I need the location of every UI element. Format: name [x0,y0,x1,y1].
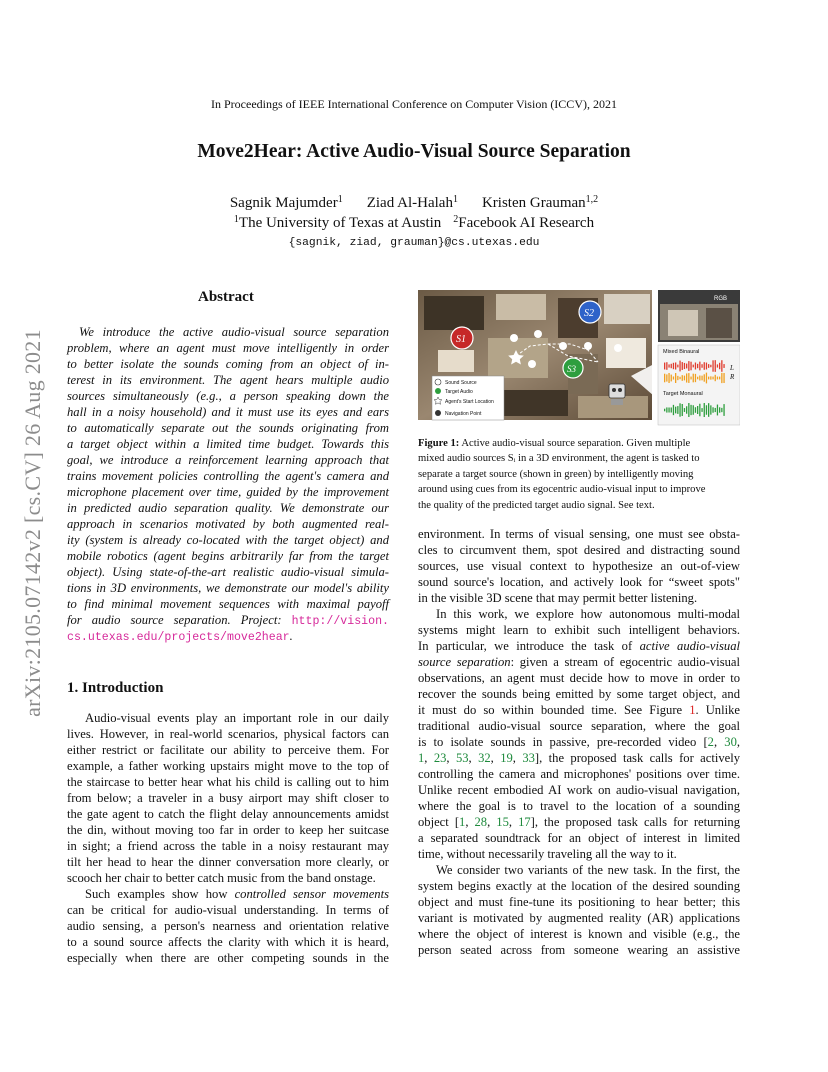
abstract-line: trains movement policies controlling the agent's camera and [67,469,389,483]
waveform-bar [679,377,680,379]
figure-legend [432,376,504,420]
waveform-bar [721,408,722,412]
waveform-bar [697,377,698,380]
waveform-bar [677,365,678,368]
author-text: Sagnik Majumder [229,195,338,211]
abstract-line: mobile robotics (agent begins arbitrarily far from the target [67,549,389,563]
emphasis-text: active audio-visual [639,639,741,653]
body-line: object and must fine-tune its positioning to hear better; this [418,895,740,909]
waveform-bar [671,407,672,412]
waveform-bar [717,364,718,367]
robot-agent-icon [609,384,625,405]
caption-text: Active audio-visual source separation. Given multiple [461,438,691,449]
waveform-bar [701,408,702,412]
waveform-bar [710,405,711,414]
abstract-line: to find minimal movement sequences with maximal payoff [67,597,389,611]
abstract-line: hall in a noisy household) and it must use its eyes and ears [67,405,389,419]
waveform-bar [699,404,700,417]
waveform-bar [688,403,689,417]
abstract-line: sources simultaneously (e.g., a person speaking down the [67,389,389,403]
caption-line [418,498,740,513]
nav-point-icon [584,342,592,350]
nav-point-icon [614,344,622,352]
intro-line: Audio-visual events play an important role in our daily [85,711,389,725]
intro-line: from below; a traveler in a busy airport may shift closer to [67,791,389,805]
intro-body [67,710,389,966]
body-line: time, without necessarily traveling all the way to it. [418,847,677,861]
waveform-bar [690,377,691,380]
waveform-bar [719,407,720,412]
waveform-bar [701,376,702,381]
author-email: {sagnik, ziad, grauman}@cs.utexas.edu [288,237,540,249]
legend-start-location: Agent's Start Location [445,399,494,405]
legend-sound-source: Sound Source [445,380,477,386]
intro-line [67,886,389,902]
target-monaural-label: Target Monaural [663,391,703,397]
waveform-bar [706,373,707,384]
body-line: In particular, we introduce the task of active audio-visual [418,639,741,653]
waveform-bar [695,374,696,382]
right-channel-label: R [730,373,735,381]
paper-title: Move2Hear: Active Audio-Visual Source Separation [197,141,631,162]
affiliation-sup: 2 [453,214,459,225]
waveform-bar [686,373,687,382]
citation-link[interactable]: 30 [724,735,737,749]
waveform-bar [717,405,718,416]
intro-line: lives. However, in real-world scenarios, physical factors can [67,727,389,741]
affiliation-name: Facebook AI Research [458,215,595,231]
intro-line: the staircase to better hear what his child is calling out to him [67,775,389,789]
waveform-bar [710,365,711,368]
author-name [367,195,458,211]
waveform-bar [712,407,713,412]
body-line: Unlike recent embodied AI work on audio-visual navigation, [418,783,740,797]
emphasis-text: source separation [418,655,511,669]
body-line: in the visible 3D scene that may permit better listening. [418,591,698,605]
waveform-bar [684,363,685,369]
figure-ref-link[interactable]: 1 [689,703,696,717]
waveform-bar [695,363,696,370]
waveform-bar [712,377,713,380]
nav-point-icon [528,360,536,368]
abstract-line: approach in scenarios motivated by both augmented real- [67,517,389,531]
intro-line: scooch her chair to better catch music from the band onstage. [67,871,376,885]
caption-text: separate a target source (shown in green) by intelligently moving [418,468,694,480]
intro-line: especially when there are other competing sounds in the [67,951,389,965]
abstract-line [67,628,389,644]
waveform-bar [671,364,672,368]
waveform-bar [708,364,709,368]
waveform-bar [684,408,685,412]
body-line: sound source's location, and actively look for “sweet spots" [418,575,740,589]
right-column-body [418,526,740,958]
sound-source-s2 [579,301,601,323]
waveform-bar [688,373,689,383]
target-audio-legend-icon [435,388,441,394]
affiliations [0,215,828,232]
affiliation-sup: 1 [233,214,239,225]
body-line: a separated soundtrack for an object of interest in limited [418,831,740,845]
waveform-bar [677,376,678,380]
s1-label: S1 [456,334,466,345]
abstract-body [67,324,389,644]
affiliation-name: The University of Texas at Austin [238,215,442,231]
s3-label: S3 [567,364,576,374]
navigation-point-legend-icon [435,410,441,416]
body-line: cles to circumvent them, spot desired and distracting sound [418,543,740,557]
legend-target-audio: Target Audio [445,389,473,395]
body-line: object [1, 28, 15, 17], the proposed task calls for returning [418,815,740,829]
waveform-bar [706,405,707,415]
citation-link[interactable]: 33 [522,751,535,765]
waveform-bar [668,407,669,412]
project-link[interactable]: http://vision. [291,615,389,628]
abstract-line: microphone placement over time, guided by the improvement [67,485,389,499]
waveform-bar [717,377,718,380]
sound-source-s1 [451,327,473,349]
s2-label: S2 [584,308,594,319]
waveform-bar [708,377,709,380]
abstract-line: to better isolate the sounds coming from an object of in- [67,357,389,371]
citation-link[interactable]: 15 [496,815,509,829]
arxiv-stamp: arXiv:2105.07142v2 [cs.CV] 26 Aug 2021 [20,328,46,717]
citation-link[interactable]: 53 [455,751,469,765]
abstract-line: goal, we introduce a reinforcement learning approach that [67,453,389,467]
abstract-line [67,612,389,628]
citation-link[interactable]: 2 [707,735,714,749]
citation-link[interactable]: 28 [474,815,488,829]
waveform-bar [686,364,687,369]
intro-line: example, a father working upstairs might move to the top of [67,759,389,773]
audio-panel [658,345,740,425]
intro-line: tilt her head to hear the dinner conversation more clearly, or [67,855,389,869]
waveform-bar [675,373,676,383]
body-line: where the object of interest is known and visible (e.g., the [418,927,740,941]
author-text: Ziad Al-Halah [366,195,453,211]
waveform-bar [682,362,683,370]
waveform-bar [693,405,694,414]
waveform-bar [693,374,694,383]
body-line: where the goal is to travel to the location of a sounding [418,799,740,813]
waveform-bar [664,409,665,412]
citation-link[interactable]: 17 [518,815,531,829]
body-line: We consider two variants of the new task. In the first, the [436,863,740,877]
intro-line: in sight; a friend across the table in a noisy restaurant may [67,839,389,853]
abstract-heading: Abstract [198,289,254,305]
waveform-bar [675,362,676,369]
abstract-line: to automatically separate out the sounds originating from [67,421,389,435]
abstract-text: for audio source separation. Project: [67,613,282,627]
citation-link[interactable]: 1 [459,815,466,829]
waveform-bar [666,407,667,412]
waveform-bar [708,403,709,417]
waveform-bar [673,405,674,415]
waveform-bar [688,361,689,371]
waveform-bar [719,377,720,380]
intro-line: the gate agent to catch the flight delay announcements amidst [67,807,389,821]
waveform-bar [719,363,720,369]
waveform-bar [704,403,705,417]
waveform-bar [712,360,713,371]
waveform-bar [690,362,691,371]
project-link[interactable]: cs.utexas.edu/projects/move2hear [67,631,290,644]
caption-text: around using cues from its egocentric audio-visual input to improve [418,484,706,496]
body-line: system begins exactly at the location of the desired sounding [418,879,740,893]
intro-line: to a sound source affects the clarity with which it is heard, [67,935,389,949]
waveform-bar [721,360,722,372]
waveform-bar [677,406,678,414]
caption-line [418,467,740,482]
waveform-bar [664,374,665,383]
waveform-bar [675,407,676,414]
caption-line [418,451,740,466]
waveform-bar [673,363,674,369]
legend-navigation-point: Navigation Point [445,411,482,417]
waveform-bar [697,406,698,414]
waveform-bar [701,364,702,368]
waveform-bar [721,373,722,383]
waveform-bar [706,363,707,370]
waveform-bar [668,364,669,367]
citation-link[interactable]: 1 [418,751,425,765]
sound-source-legend-icon [435,379,441,385]
intro-line: can be critical for audio-visual understanding. In terms of [67,903,389,917]
caption-line [418,482,740,497]
abstract-line: problem, where an agent must move intelligently in order [67,341,389,355]
body-line: it must do so within bounded time. See Figure 1. Unlike [418,703,740,717]
rgb-label: RGB [714,296,728,302]
figure-1 [418,290,740,427]
waveform-bar [682,404,683,416]
citation-link[interactable]: 19 [500,751,513,765]
waveform-bar [664,363,665,370]
author-text: Kristen Grauman [481,195,586,211]
body-line: environment. In terms of visual sensing, one must see obsta- [418,527,740,541]
left-channel-label: L [730,364,734,372]
abstract-line: object). Using state-of-the-art realistic audio-visual simula- [67,565,389,579]
waveform-bar [699,362,700,371]
caption-text: the quality of the predicted target audio signal. See text. [418,499,655,511]
waveform-bar [715,375,716,381]
author-affil-sup: 1 [337,194,343,205]
body-line: is to isolate sounds in passive, pre-recorded video [2, 30, [418,735,741,749]
rgb-panel [658,290,740,342]
abstract-text: . [289,629,293,643]
body-line: observations, an agent must decide how to move in order to [418,671,740,685]
waveform-bar [715,360,716,372]
waveform-bar [673,376,674,379]
waveform-bar [704,362,705,370]
waveform-bar [671,375,672,382]
waveform-bar [715,408,716,412]
intro-line: the din, without moving too far in order to keep her suitcase [67,823,389,837]
abstract-line: We introduce the active audio-visual source separation [79,325,389,339]
mixed-binaural-label: Mixed Binaural [663,349,700,355]
body-line: systems might learn to exhibit such intelligent behaviors. [418,623,740,637]
figure-label: Figure 1: [418,438,460,449]
waveform-bar [686,406,687,413]
intro-emphasis: controlled sensor movements [234,887,389,901]
body-line: recover the sounds being emitted by some target object, and [418,687,740,701]
sound-source-s3 [563,358,583,378]
abstract-line: terest in its environment. The agent hears multiple audio [67,373,389,387]
citation-link[interactable]: 32 [478,751,491,765]
waveform-bar [695,407,696,413]
body-line: 1, 23, 53, 32, 19, 33], the proposed task calls for actively [418,751,741,765]
waveform-bar [690,405,691,415]
affiliation [234,215,441,231]
intro-line: audio sensing, a person's nearness and orientation relative [67,919,389,933]
waveform-bar [666,374,667,381]
author-name [482,195,598,211]
body-line: controlling the camera and microphones' positions over time. [418,767,740,781]
waveform-bar [697,364,698,368]
author-affil-sup: 1 [452,194,458,205]
caption-line [418,436,740,451]
body-line: source separation: given a stream of egocentric audio-visual [418,655,741,669]
waveform-bar [699,376,700,381]
body-line: sources, use visual context to hypothesize an out-of-view [418,559,740,573]
waveform-bar [693,365,694,368]
nav-point-icon [559,342,567,350]
waveform-bar [704,374,705,381]
waveform-bar [666,362,667,370]
abstract-line: ity (system is already co-located with the target object) and [67,533,389,547]
waveform-bar [679,361,680,372]
affiliation [453,215,594,231]
intro-text: Such examples show how [85,887,228,901]
intro-heading: 1. Introduction [67,680,164,696]
citation-link[interactable]: 23 [433,751,447,765]
author-affil-sup: 1,2 [585,194,599,205]
intro-line: either restrict or facilitate our ability to perceive them. For [67,743,389,757]
author-list [0,195,828,212]
nav-point-icon [534,330,542,338]
waveform-bar [723,364,724,368]
body-line: person seated across from someone wearing an assistive [418,943,740,957]
author-name [230,195,343,211]
waveform-bar [723,373,724,383]
waveform-bar [682,375,683,381]
abstract-line: in predicted audio separation quality. We demonstrate our [67,501,389,515]
waveform-bar [679,403,680,416]
body-line: traditional audio-visual source separation, where the goal [418,719,740,733]
abstract-line: a target object within a limited time budget. Towards this [67,437,389,451]
nav-point-icon [510,334,518,342]
body-line: In this work, we explore how autonomous multi-modal [436,607,740,621]
body-line: variant is motivated by augmented reality (AR) applications [418,911,740,925]
caption-text: mixed audio sources Sᵢ in a 3D environment, the agent is tasked to [418,453,700,465]
figure-1-caption [418,436,740,513]
waveform-bar [684,376,685,381]
abstract-line: tions in 3D environments, we demonstrate our model's ability [67,581,389,595]
waveform-bar [723,404,724,416]
venue-line: In Proceedings of IEEE International Conference on Computer Vision (ICCV), 2021 [211,97,617,111]
waveform-bar [668,373,669,383]
waveform-bar [710,376,711,379]
